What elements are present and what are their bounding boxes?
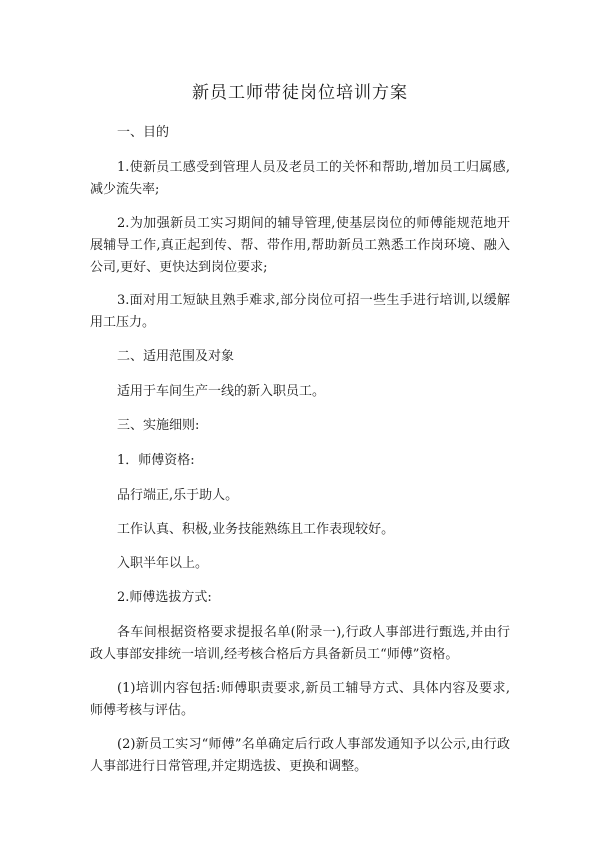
- mentor-selection-heading: 2.师傅选拔方式:: [117, 590, 212, 605]
- qualification-item: 工作认真、积极,业务技能熟练且工作表现较好。: [117, 522, 395, 537]
- purpose-item-1: 1.使新员工感受到管理人员及老员工的关怀和帮助,增加员工归属感,减少流失率;: [90, 160, 510, 197]
- scope-text: 适用于车间生产一线的新入职员工。: [117, 384, 326, 399]
- section-heading-scope: 二、适用范围及对象: [117, 349, 235, 364]
- qualification-item: 入职半年以上。: [117, 556, 209, 571]
- section-heading-details: 三、实施细则:: [117, 418, 200, 433]
- section-heading-purpose: 一、目的: [117, 125, 170, 140]
- mentor-qualification-heading: 1．师傅资格:: [117, 453, 195, 468]
- document-title: 新员工师带徒岗位培训方案: [192, 83, 408, 103]
- qualification-item: 品行端正,乐于助人。: [117, 488, 239, 503]
- purpose-item-3: 3.面对用工短缺且熟手难求,部分岗位可招一些生手进行培训,以缓解用工压力。: [90, 293, 510, 330]
- purpose-item-2: 2.为加强新员工实习期间的辅导管理,使基层岗位的师傅能规范地开展辅导工作,真正起到传、帮、带作用,帮助新员工熟悉工作岗环境、融入公司,更好、更快达到岗位要求;: [90, 216, 510, 275]
- selection-item-2: (2)新员工实习“师傅”名单确定后行政人事部发通知予以公示,由行政人事部进行日常管理,并定期选拔、更换和调整。: [90, 737, 510, 774]
- selection-text: 各车间根据资格要求提报名单(附录一),行政人事部进行甄选,并由行政人事部安排统一培训,经考核合格后方具备新员工“师傅”资格。: [90, 625, 510, 662]
- selection-item-1: (1)培训内容包括:师傅职责要求,新员工辅导方式、具体内容及要求,师傅考核与评估。: [90, 681, 510, 718]
